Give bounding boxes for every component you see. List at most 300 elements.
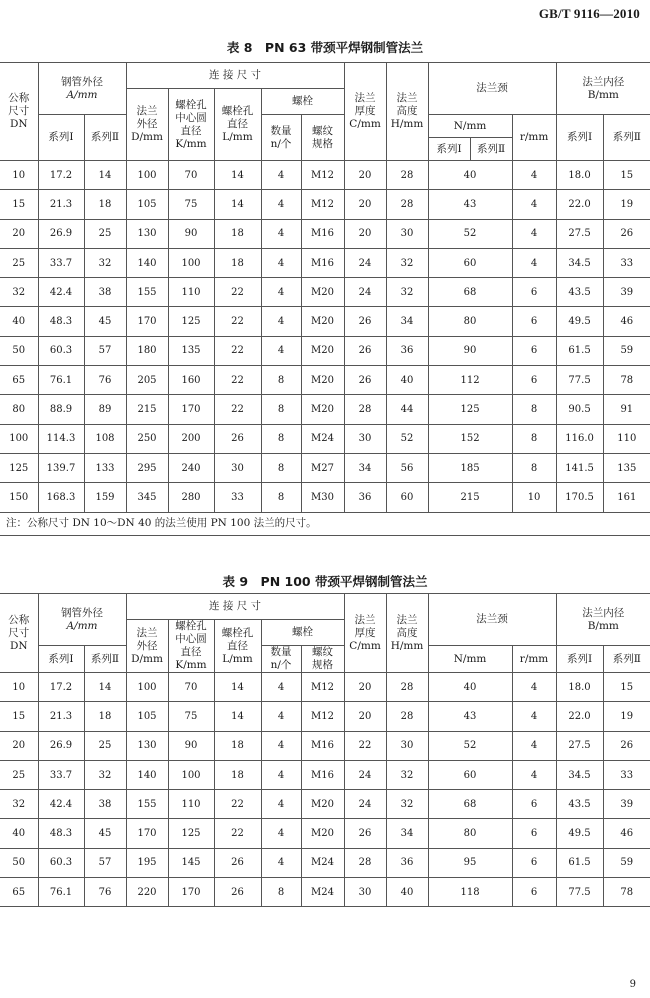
table-cell: 100 (168, 760, 214, 789)
table-cell: 61.5 (556, 848, 603, 877)
table-cell: 38 (84, 278, 126, 307)
table-cell: 170 (168, 395, 214, 424)
table-cell: 105 (126, 190, 168, 219)
table-cell: 91 (603, 395, 650, 424)
table-cell: 77.5 (556, 878, 603, 907)
table-cell: 28 (386, 702, 428, 731)
table-cell: 10 (0, 161, 38, 190)
header-neck-r: r/mm (512, 115, 556, 161)
table-cell: M20 (301, 819, 344, 848)
table-cell: 118 (428, 878, 512, 907)
table-cell: M20 (301, 307, 344, 336)
table-cell: M16 (301, 219, 344, 248)
table-cell: 125 (0, 453, 38, 482)
table-cell: 4 (261, 161, 301, 190)
table-cell: 32 (386, 248, 428, 277)
table-cell: 24 (344, 760, 386, 789)
table-cell: 215 (428, 483, 512, 512)
table-cell: 130 (126, 219, 168, 248)
table-cell: 108 (84, 424, 126, 453)
table-cell: 14 (214, 673, 261, 702)
table-cell: 33.7 (38, 760, 84, 789)
table-cell: 20 (344, 673, 386, 702)
table-cell: 100 (0, 424, 38, 453)
table-cell: 80 (0, 395, 38, 424)
table-cell: 80 (428, 819, 512, 848)
table-cell: 130 (126, 731, 168, 760)
table-cell: 22 (214, 278, 261, 307)
table-cell: 6 (512, 278, 556, 307)
header-od-series2: 系列Ⅱ (84, 115, 126, 161)
table-cell: 8 (512, 424, 556, 453)
table-9-body (0, 673, 650, 907)
table-cell: 36 (344, 483, 386, 512)
table-cell: 43 (428, 190, 512, 219)
table-cell: 8 (261, 424, 301, 453)
table-cell: M24 (301, 848, 344, 877)
table-cell: 6 (512, 336, 556, 365)
table-cell: 32 (84, 248, 126, 277)
table-cell: 160 (168, 366, 214, 395)
table-cell: 15 (603, 673, 650, 702)
table-cell: 40 (0, 307, 38, 336)
header-connection-dims: 连 接 尺 寸 (126, 63, 344, 89)
table-cell: 76 (84, 878, 126, 907)
table-cell: 220 (126, 878, 168, 907)
table-cell: 77.5 (556, 366, 603, 395)
table-row (0, 702, 650, 731)
table-cell: 6 (512, 366, 556, 395)
table-cell: M20 (301, 395, 344, 424)
table-cell: 4 (512, 673, 556, 702)
header-bolt-thread: 螺纹 规格 (301, 115, 344, 161)
table-cell: 19 (603, 190, 650, 219)
table-cell: 26 (344, 819, 386, 848)
table-cell: 4 (261, 190, 301, 219)
header-bolt-qty: 数量 n/个 (261, 646, 301, 673)
table-row (0, 848, 650, 877)
table-cell: 40 (428, 673, 512, 702)
table-cell: 26 (214, 848, 261, 877)
table-cell: 21.3 (38, 190, 84, 219)
table-cell: 26.9 (38, 219, 84, 248)
header-flange-height: 法兰 高度 H/mm (386, 63, 428, 161)
table-cell: 34.5 (556, 760, 603, 789)
table-cell: 26 (344, 366, 386, 395)
table-cell: 152 (428, 424, 512, 453)
table-cell: 20 (344, 161, 386, 190)
table-cell: 4 (261, 278, 301, 307)
table-cell: 195 (126, 848, 168, 877)
table-cell: 22 (214, 790, 261, 819)
table-cell: 170 (168, 878, 214, 907)
table-cell: M16 (301, 248, 344, 277)
table-cell: 28 (386, 190, 428, 219)
table-cell: M12 (301, 161, 344, 190)
table-cell: 4 (512, 760, 556, 789)
table-cell: 18 (84, 702, 126, 731)
header-flange-bore: 法兰内径 B/mm (556, 594, 650, 646)
header-bore-series1: 系列Ⅰ (556, 646, 603, 673)
table-cell: 10 (0, 673, 38, 702)
table-cell: 14 (214, 161, 261, 190)
table-cell: 141.5 (556, 453, 603, 482)
table-cell: 28 (344, 848, 386, 877)
table-row (0, 819, 650, 848)
header-flange-od: 法兰 外径 D/mm (126, 89, 168, 161)
table-cell: 20 (0, 219, 38, 248)
table-cell: 32 (0, 790, 38, 819)
table-row (0, 760, 650, 789)
table-cell: 4 (512, 219, 556, 248)
table-cell: 95 (428, 848, 512, 877)
table-cell: 4 (261, 819, 301, 848)
table-cell: 8 (261, 483, 301, 512)
table-cell: 170 (126, 819, 168, 848)
header-neck-n-series2: 系列Ⅱ (476, 143, 506, 155)
header-nominal-size: 公称 尺寸 DN (0, 594, 38, 673)
table-cell: 26 (344, 336, 386, 365)
table-row (0, 219, 650, 248)
table-cell: 110 (168, 790, 214, 819)
table-cell: 27.5 (556, 731, 603, 760)
table-row (0, 673, 650, 702)
header-flange-od: 法兰 外径 D/mm (126, 620, 168, 673)
table-cell: 8 (261, 395, 301, 424)
table-cell: 46 (603, 819, 650, 848)
header-bolt-hole: 螺栓孔 直径 L/mm (214, 89, 261, 161)
table-cell: 52 (428, 731, 512, 760)
header-bolt: 螺栓 (261, 89, 344, 115)
table-cell: 32 (386, 760, 428, 789)
table-cell: 27.5 (556, 219, 603, 248)
table-cell: 205 (126, 366, 168, 395)
table-cell: 60.3 (38, 848, 84, 877)
table-cell: 80 (428, 307, 512, 336)
table-cell: M24 (301, 424, 344, 453)
table-cell: 50 (0, 336, 38, 365)
table-cell: 20 (0, 731, 38, 760)
table-cell: 65 (0, 366, 38, 395)
table-cell: 22 (214, 307, 261, 336)
table-cell: 26.9 (38, 731, 84, 760)
table-cell: 240 (168, 453, 214, 482)
header-flange-thickness: 法兰 厚度 C/mm (344, 63, 386, 161)
header-bolt-circle: 螺栓孔 中心圆 直径 K/mm (168, 89, 214, 161)
table-cell: 135 (603, 453, 650, 482)
table-cell: 280 (168, 483, 214, 512)
header-pipe-od: 钢管外径 A/mm (38, 594, 126, 646)
table-cell: 4 (261, 307, 301, 336)
table-cell: M20 (301, 790, 344, 819)
table-row (0, 395, 650, 424)
table-cell: 250 (126, 424, 168, 453)
table-cell: 52 (386, 424, 428, 453)
table-cell: 8 (261, 453, 301, 482)
table-cell: 145 (168, 848, 214, 877)
table-cell: 60 (428, 760, 512, 789)
table-cell: 295 (126, 453, 168, 482)
table-cell: 110 (603, 424, 650, 453)
table-8 (0, 62, 650, 536)
table-row (0, 278, 650, 307)
table-cell: 61.5 (556, 336, 603, 365)
table-cell: 90 (168, 731, 214, 760)
header-bolt-hole: 螺栓孔 直径 L/mm (214, 620, 261, 673)
table-cell: 30 (344, 424, 386, 453)
table-cell: 18 (214, 248, 261, 277)
table-cell: 32 (386, 278, 428, 307)
table-cell: 88.9 (38, 395, 84, 424)
table-cell: 6 (512, 790, 556, 819)
table-cell: 125 (428, 395, 512, 424)
table-cell: M30 (301, 483, 344, 512)
table-cell: 21.3 (38, 702, 84, 731)
table-cell: 40 (386, 366, 428, 395)
table-cell: 30 (214, 453, 261, 482)
table-cell: 36 (386, 336, 428, 365)
table-cell: 4 (261, 731, 301, 760)
table-cell: 14 (214, 702, 261, 731)
table-cell: 15 (603, 161, 650, 190)
table-cell: 33 (214, 483, 261, 512)
table-cell: 48.3 (38, 307, 84, 336)
table-cell: M27 (301, 453, 344, 482)
table-cell: 116.0 (556, 424, 603, 453)
header-pipe-od: 钢管外径 A/mm (38, 63, 126, 115)
table-row (0, 878, 650, 907)
table-cell: 44 (386, 395, 428, 424)
table-cell: 25 (84, 731, 126, 760)
table-cell: 22 (214, 336, 261, 365)
table-cell: 24 (344, 790, 386, 819)
table-row (0, 731, 650, 760)
header-neck-n-series1: 系列Ⅰ (429, 138, 471, 160)
table-cell: 150 (0, 483, 38, 512)
table-row (0, 336, 650, 365)
header-bore-series2: 系列Ⅱ (603, 646, 650, 673)
table-cell: 18.0 (556, 673, 603, 702)
table-cell: 155 (126, 790, 168, 819)
table-cell: 200 (168, 424, 214, 453)
standard-code: GB/T 9116—2010 (538, 6, 640, 21)
table-cell: 28 (386, 161, 428, 190)
table-cell: 90.5 (556, 395, 603, 424)
table-cell: 168.3 (38, 483, 84, 512)
table-cell: 49.5 (556, 307, 603, 336)
table-cell: M24 (301, 878, 344, 907)
table-cell: M20 (301, 336, 344, 365)
table-cell: 6 (512, 878, 556, 907)
table-cell: 19 (603, 702, 650, 731)
table-cell: 18 (214, 219, 261, 248)
table-cell: 15 (0, 702, 38, 731)
table-cell: 68 (428, 278, 512, 307)
table-cell: 4 (261, 219, 301, 248)
table-cell: 112 (428, 366, 512, 395)
table-cell: 60 (386, 483, 428, 512)
header-bore-series1: 系列Ⅰ (556, 115, 603, 161)
table-cell: 20 (344, 190, 386, 219)
table-cell: 57 (84, 848, 126, 877)
table-row (0, 190, 650, 219)
table-cell: 14 (214, 190, 261, 219)
table-cell: 140 (126, 248, 168, 277)
table-cell: 90 (168, 219, 214, 248)
table-cell: 34.5 (556, 248, 603, 277)
table-cell: 28 (386, 673, 428, 702)
table-cell: 70 (168, 673, 214, 702)
table-cell: 43.5 (556, 790, 603, 819)
table-cell: 4 (261, 848, 301, 877)
table-cell: 32 (0, 278, 38, 307)
table-cell: 22 (214, 395, 261, 424)
table-cell: M20 (301, 366, 344, 395)
header-od-series2: 系列Ⅱ (84, 646, 126, 673)
table-cell: 170 (126, 307, 168, 336)
table-cell: 20 (344, 702, 386, 731)
table-cell: 50 (0, 848, 38, 877)
table-cell: 14 (84, 161, 126, 190)
table-cell: 78 (603, 366, 650, 395)
table-row (0, 366, 650, 395)
table-row (0, 483, 650, 512)
header-bolt-circle: 螺栓孔 中心圆 直径 K/mm (168, 620, 214, 673)
table-cell: 28 (344, 395, 386, 424)
table-cell: 48.3 (38, 819, 84, 848)
table-cell: 100 (126, 161, 168, 190)
table-cell: M12 (301, 190, 344, 219)
table-cell: 8 (512, 453, 556, 482)
table-cell: 34 (386, 819, 428, 848)
table-cell: 22 (344, 731, 386, 760)
table-cell: 30 (386, 219, 428, 248)
table-cell: 22.0 (556, 190, 603, 219)
table-cell: 42.4 (38, 790, 84, 819)
table-cell: 45 (84, 819, 126, 848)
table-row (0, 307, 650, 336)
table-cell: 89 (84, 395, 126, 424)
page-number: 9 (629, 979, 636, 990)
header-flange-thickness: 法兰 厚度 C/mm (344, 594, 386, 673)
table-row (0, 453, 650, 482)
table-cell: 6 (512, 819, 556, 848)
table-cell: 70 (168, 161, 214, 190)
table-cell: M20 (301, 278, 344, 307)
table-cell: 100 (126, 673, 168, 702)
table-8-title: 表 8 PN 63 带颈平焊钢制管法兰 (226, 40, 424, 55)
table-cell: 125 (168, 307, 214, 336)
table-cell: 26 (344, 307, 386, 336)
table-cell: 161 (603, 483, 650, 512)
table-cell: 45 (84, 307, 126, 336)
table-row (0, 790, 650, 819)
table-cell: 110 (168, 278, 214, 307)
table-cell: 78 (603, 878, 650, 907)
table-cell: 105 (126, 702, 168, 731)
table-cell: 155 (126, 278, 168, 307)
table-cell: 30 (344, 878, 386, 907)
table-8-note: 注：公称尺寸 DN 10～DN 40 的法兰使用 PN 100 法兰的尺寸。 (0, 512, 650, 535)
table-cell: 46 (603, 307, 650, 336)
table-cell: 139.7 (38, 453, 84, 482)
table-cell: 125 (168, 819, 214, 848)
table-cell: 18 (84, 190, 126, 219)
table-cell: M16 (301, 731, 344, 760)
table-cell: 135 (168, 336, 214, 365)
table-cell: 76.1 (38, 878, 84, 907)
table-8-body (0, 161, 650, 513)
table-cell: 4 (512, 731, 556, 760)
table-cell: 8 (261, 366, 301, 395)
header-nominal-size: 公称 尺寸 DN (0, 63, 38, 161)
table-cell: 17.2 (38, 673, 84, 702)
table-9 (0, 593, 650, 907)
table-cell: 25 (0, 760, 38, 789)
table-cell: 10 (512, 483, 556, 512)
table-cell: 34 (386, 307, 428, 336)
table-cell: 133 (84, 453, 126, 482)
table-cell: 8 (512, 395, 556, 424)
table-cell: 75 (168, 190, 214, 219)
table-cell: 180 (126, 336, 168, 365)
table-cell: 20 (344, 219, 386, 248)
header-flange-neck: 法兰颈 (428, 594, 556, 646)
table-cell: 34 (344, 453, 386, 482)
table-cell: 26 (214, 424, 261, 453)
table-cell: 4 (512, 161, 556, 190)
table-row (0, 248, 650, 277)
table-cell: 60 (428, 248, 512, 277)
table-cell: 6 (512, 307, 556, 336)
table-cell: 22.0 (556, 702, 603, 731)
table-cell: 4 (261, 673, 301, 702)
table-cell: 25 (84, 219, 126, 248)
table-cell: 32 (386, 790, 428, 819)
table-cell: 43 (428, 702, 512, 731)
header-neck-n: N/mm (428, 646, 512, 673)
table-cell: 68 (428, 790, 512, 819)
table-cell: 60.3 (38, 336, 84, 365)
table-cell: 114.3 (38, 424, 84, 453)
table-cell: 76 (84, 366, 126, 395)
table-cell: 18 (214, 760, 261, 789)
table-cell: 345 (126, 483, 168, 512)
header-od-series1: 系列Ⅰ (38, 115, 84, 161)
header-connection-dims: 连 接 尺 寸 (126, 594, 344, 620)
table-cell: 100 (168, 248, 214, 277)
table-cell: 42.4 (38, 278, 84, 307)
table-cell: 22 (214, 366, 261, 395)
table-cell: 30 (386, 731, 428, 760)
table-cell: 4 (261, 760, 301, 789)
table-cell: 4 (261, 790, 301, 819)
table-cell: 76.1 (38, 366, 84, 395)
table-cell: 26 (603, 219, 650, 248)
table-row (0, 161, 650, 190)
table-cell: 49.5 (556, 819, 603, 848)
header-bolt-qty: 数量 n/个 (261, 115, 301, 161)
table-cell: 75 (168, 702, 214, 731)
table-cell: 65 (0, 878, 38, 907)
table-cell: 185 (428, 453, 512, 482)
table-cell: 40 (386, 878, 428, 907)
table-cell: 33.7 (38, 248, 84, 277)
table-cell: 26 (603, 731, 650, 760)
table-cell: 59 (603, 848, 650, 877)
table-cell: 4 (261, 702, 301, 731)
table-cell: 38 (84, 790, 126, 819)
